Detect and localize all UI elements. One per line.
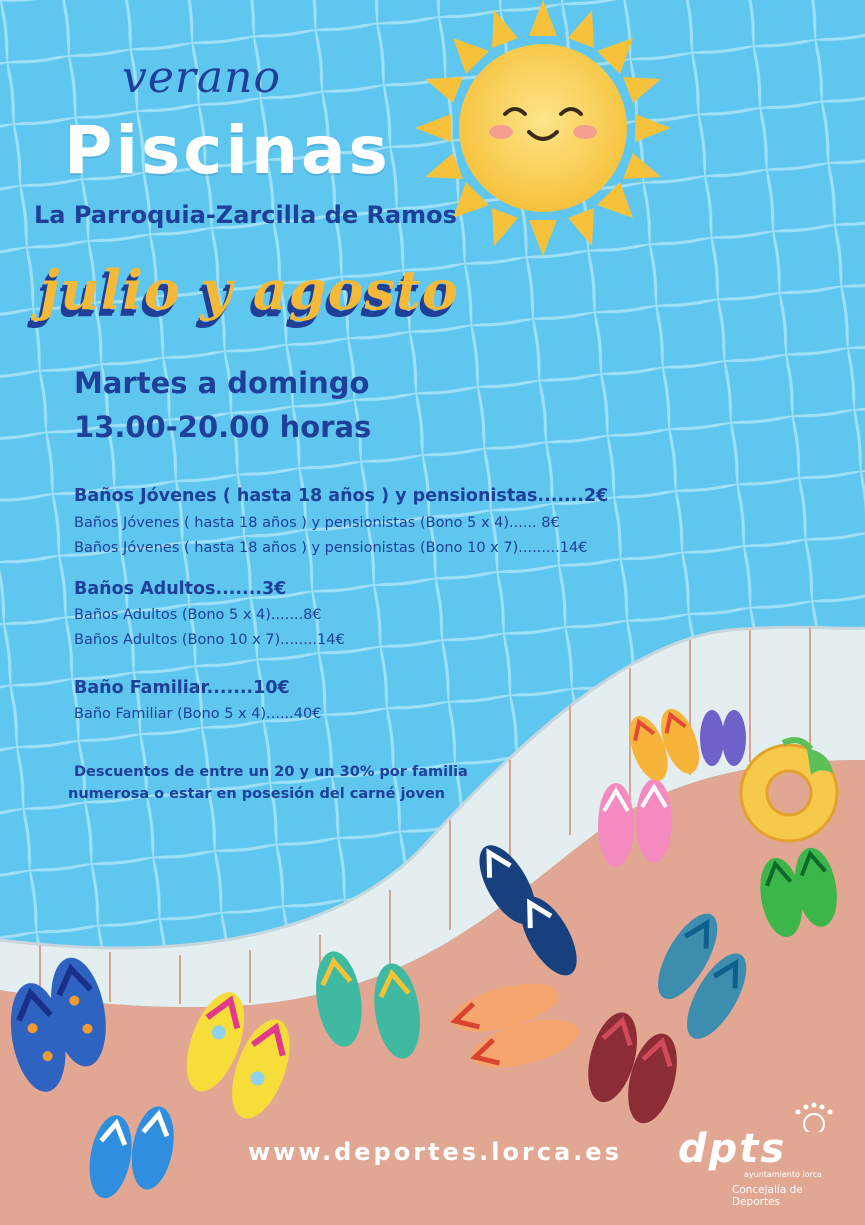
price-item: Baños Jóvenes ( hasta 18 años ) y pensionistas (Bono 5 x 4)...... 8€: [74, 515, 560, 531]
schedule-hours: 13.00-20.00 horas: [74, 410, 372, 444]
logo-wordmark: dpts: [678, 1126, 787, 1172]
schedule-days: Martes a domingo: [74, 366, 370, 400]
discount-line: Descuentos de entre un 20 y un 30% por familia: [74, 764, 468, 780]
price-item: Baño Familiar (Bono 5 x 4)......40€: [74, 706, 322, 722]
price-item: Baños Adultos (Bono 5 x 4).......8€: [74, 607, 322, 623]
logo-department: Concejalía de Deportes: [732, 1184, 803, 1208]
website-link[interactable]: www.deportes.lorca.es: [248, 1138, 622, 1166]
price-item: Baños Adultos (Bono 10 x 7)........14€: [74, 632, 345, 648]
months-script: julio y agosto: [40, 258, 459, 322]
price-item: Baños Jóvenes ( hasta 18 años ) y pensionistas (Bono 10 x 7).........14€: [74, 540, 588, 556]
price-heading-family: Baño Familiar.......10€: [74, 678, 290, 698]
dpts-logo: [670, 1102, 850, 1212]
kicker-script: verano: [122, 52, 281, 103]
price-heading-adults: Baños Adultos.......3€: [74, 579, 287, 599]
price-heading-youth: Baños Jóvenes ( hasta 18 años ) y pensionistas.......2€: [74, 486, 609, 506]
discount-line: numerosa o estar en posesión del carné joven: [68, 786, 446, 802]
logo-town: ayuntamiento lorca: [744, 1170, 822, 1179]
location-subtitle: La Parroquia-Zarcilla de Ramos: [34, 201, 457, 229]
poster-title: Piscinas: [64, 112, 391, 189]
logo-emblem-icon: [784, 1102, 844, 1132]
